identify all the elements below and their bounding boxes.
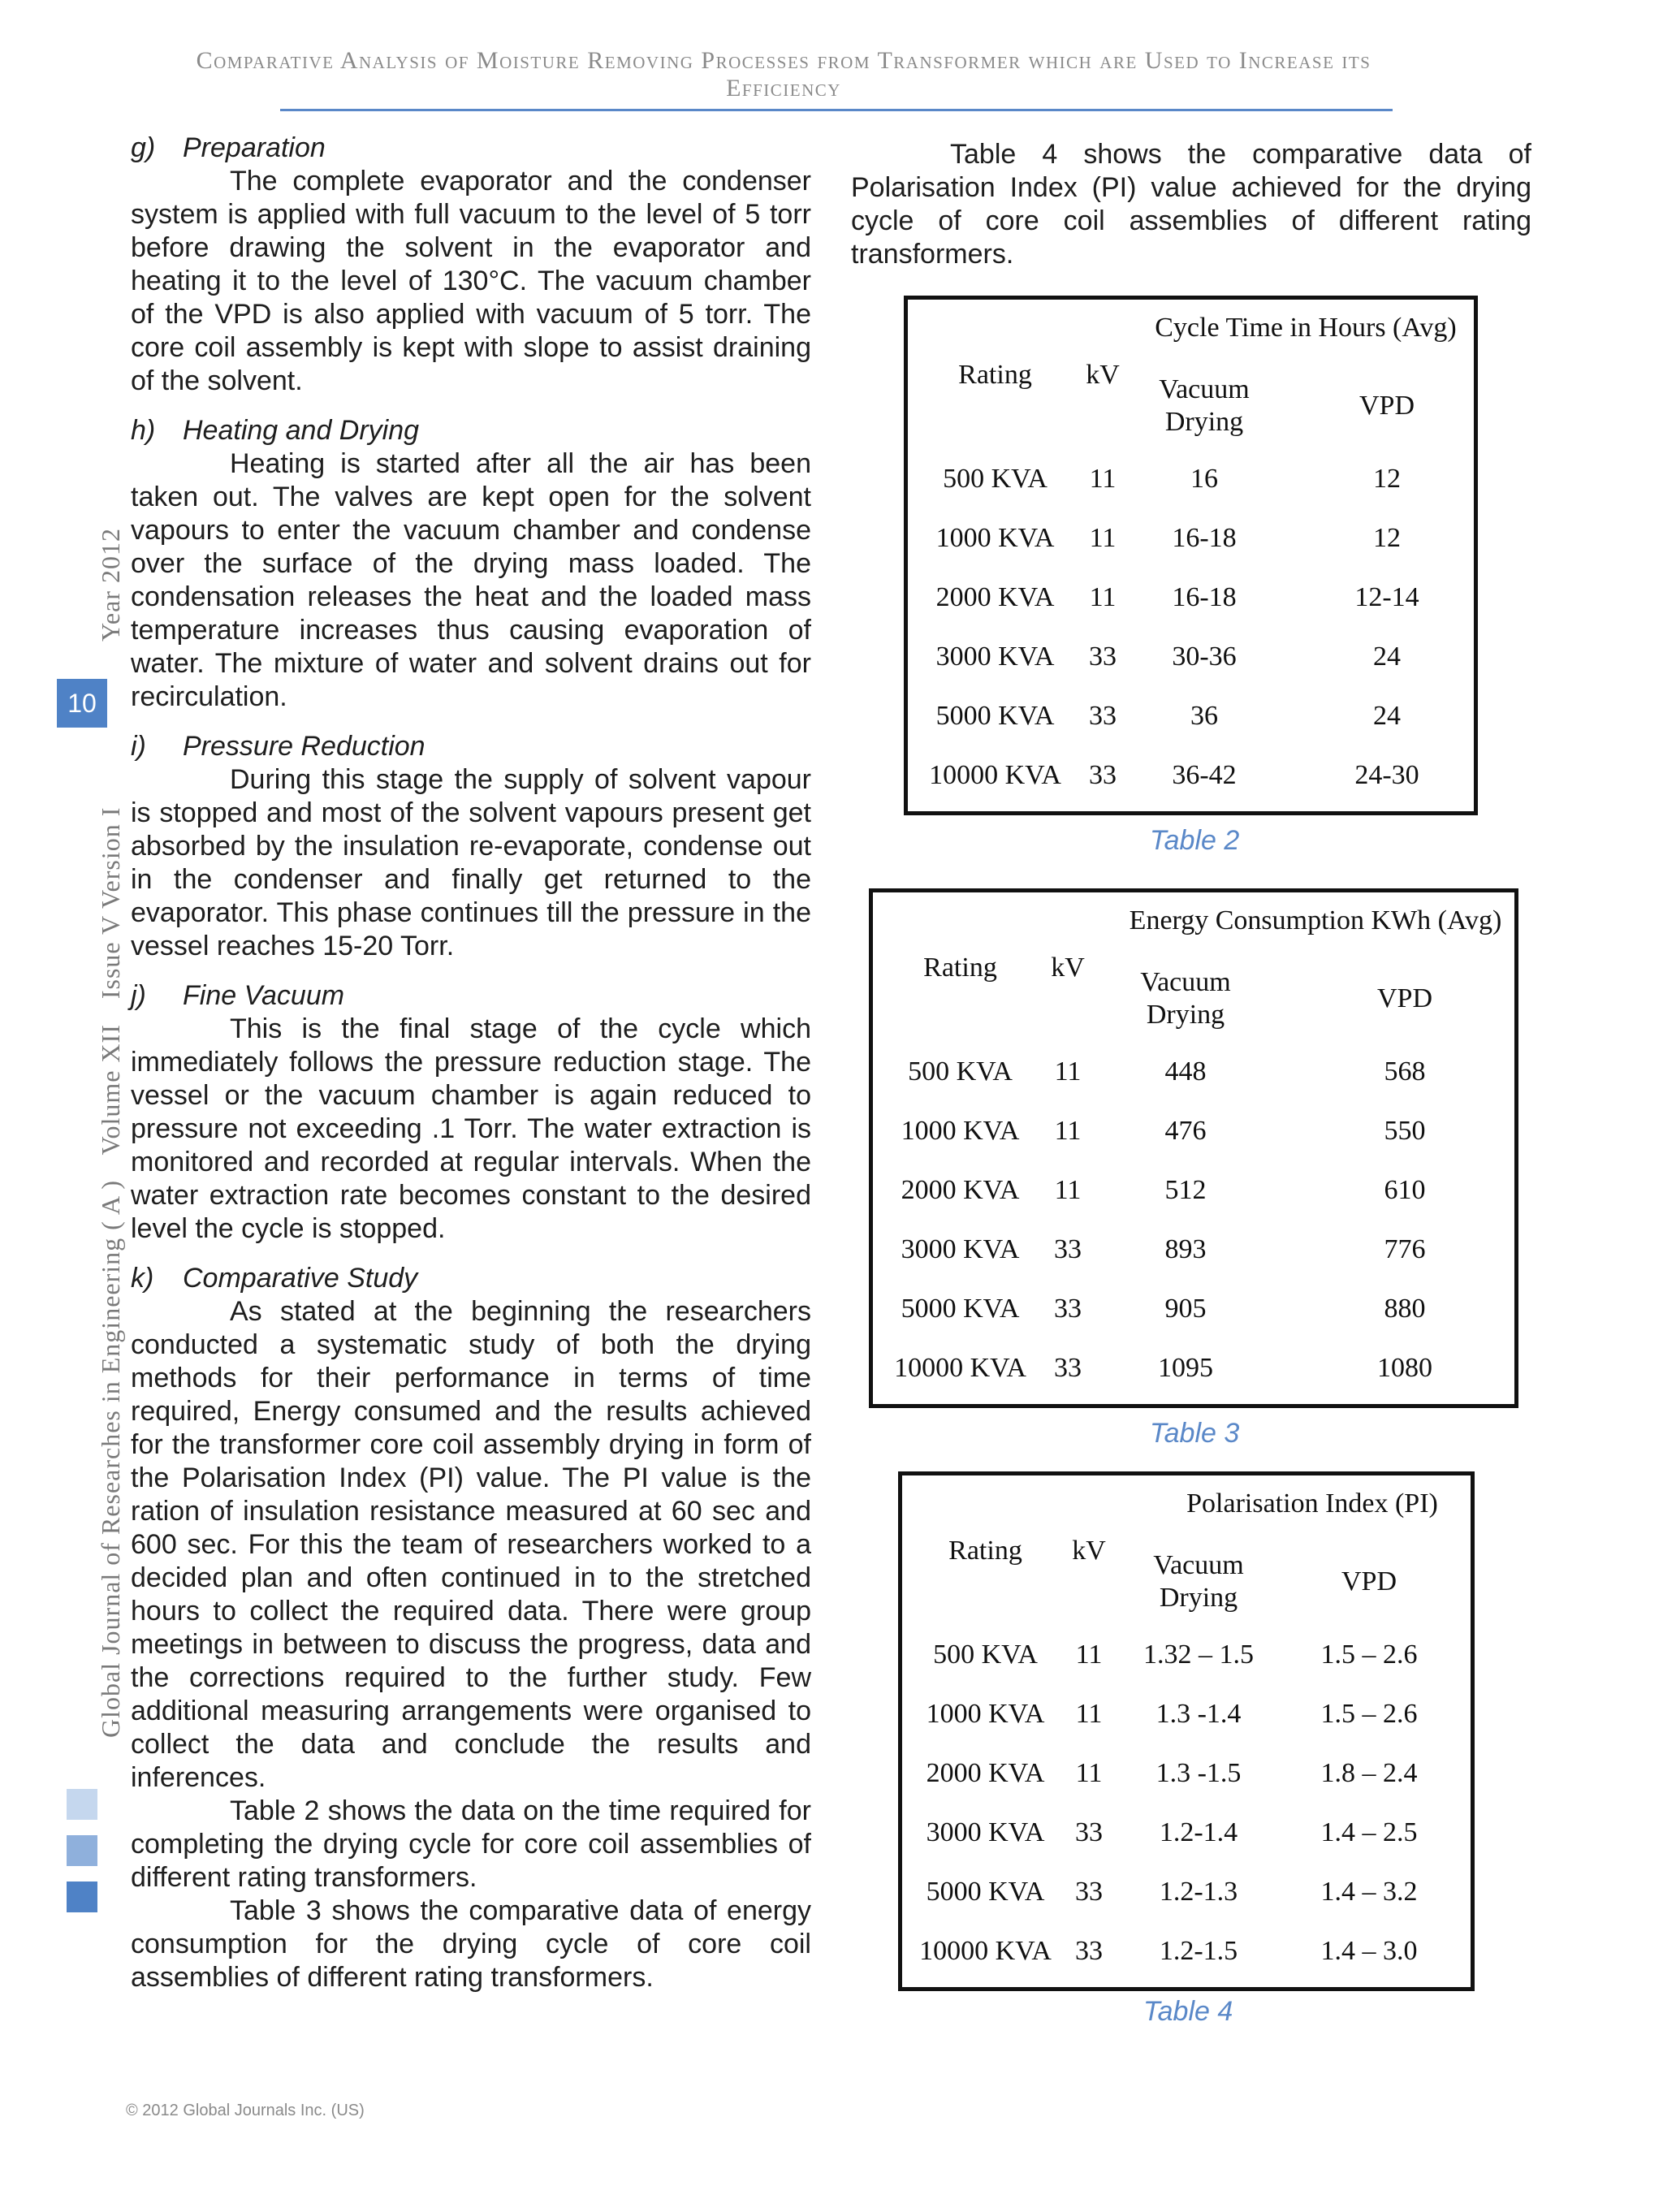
sidebar-journal: Global Journal of Researches in Engineering ( A )	[96, 1179, 125, 1738]
table-cell-vacuum-drying: 16	[1190, 464, 1218, 494]
table-3	[869, 888, 1518, 1408]
section-j-text: This is the final stage of the cycle which immediately follows the pressure reduction stage. The vessel or the vacuum chamber is again reduced to pressure not exceeding .1 Torr. The water extraction is monitored and recorded at regular intervals. When the water extraction rate becomes constant to the desired level the cycle is stopped.	[131, 1013, 811, 1244]
section-h-text: Heating is started after all the air has been taken out. The valves are kept open for the solvent vapours to enter the vacuum chamber and condense over the surface of the drying mass loaded. The condensation releases the heat and the loaded mass temperature increases thus causing evaporation of water. The mixture of water and solvent drains out for recirculation.	[131, 448, 811, 712]
table-cell-vpd: 1.4 – 3.0	[1320, 1936, 1418, 1966]
section-i-heading: i) Pressure Reduction	[131, 731, 425, 762]
table-cell-vacuum-drying: 512	[1164, 1175, 1207, 1205]
table-cell-vacuum-drying: 36	[1190, 701, 1218, 731]
table-cell-rating: 3000 KVA	[901, 1234, 1020, 1264]
table-cell-vacuum-drying: 30-36	[1172, 642, 1237, 672]
table-cell-kv: 33	[1089, 701, 1117, 731]
section-k-text: As stated at the beginning the researchers conducted a systematic study of both the drying methods for their performance in terms of time required, Energy consumed and the results achieved for the transformer core coil assembly drying in form of the Polarisation Index (PI) value. The PI value is the ration of insulation resistance measured at 60 sec and 600 sec. For this the team of researchers worked to a decided plan and often continued in to the stretched hours to collect the required data. There were group meetings in between to discuss the progress, data and the corrections required to the further study. Few additional measuring arrangements were organised to collect the data and conclude the results and inferences.	[131, 1296, 811, 1793]
table-cell-rating: 500 KVA	[908, 1056, 1013, 1087]
column-header-vacuum: Vacuum	[1159, 374, 1250, 404]
section-k-text-2: Table 2 shows the data on the time required for completing the drying cycle for core coil assemblies of different rating transformers.	[131, 1795, 811, 1893]
column-header-kv: kV	[1051, 953, 1085, 983]
decor-square-light	[67, 1789, 97, 1820]
section-g-heading: g) Preparation	[131, 132, 326, 163]
table-cell-rating: 2000 KVA	[926, 1758, 1045, 1788]
table-group-header: Energy Consumption KWh (Avg)	[1129, 905, 1502, 935]
table-4	[898, 1471, 1475, 1991]
table-cell-kv: 33	[1054, 1234, 1082, 1264]
table-cell-vpd: 610	[1384, 1175, 1426, 1205]
table-cell-rating: 3000 KVA	[935, 642, 1055, 672]
table-cell-rating: 2000 KVA	[935, 582, 1055, 612]
left-column	[131, 132, 811, 1994]
table-cell-vpd: 1.4 – 2.5	[1320, 1817, 1418, 1847]
table-cell-rating: 2000 KVA	[901, 1175, 1020, 1205]
column-header-drying: Drying	[1164, 407, 1244, 437]
table-cell-vpd: 1.5 – 2.6	[1320, 1640, 1418, 1670]
table-4-caption: Table 4	[1143, 1996, 1233, 2027]
table-cell-vacuum-drying: 1095	[1158, 1353, 1213, 1383]
right-column-intro: Table 4 shows the comparative data of Polarisation Index (PI) value achieved for the drying cycle of core coil assemblies of different rating transformers.	[851, 139, 1531, 270]
table-cell-vacuum-drying: 1.32 – 1.5	[1143, 1640, 1254, 1670]
table-cell-rating: 500 KVA	[933, 1640, 1038, 1670]
table-3-caption: Table 3	[1150, 1418, 1240, 1449]
table-cell-rating: 10000 KVA	[919, 1936, 1052, 1966]
table-cell-vpd: 1080	[1377, 1353, 1432, 1383]
column-header-vpd: VPD	[1376, 983, 1433, 1013]
table-cell-vacuum-drying: 1.3 -1.4	[1155, 1699, 1242, 1729]
table-cell-kv: 33	[1075, 1817, 1103, 1847]
table-cell-rating: 1000 KVA	[926, 1699, 1045, 1729]
table-cell-vpd: 24	[1373, 701, 1401, 731]
table-cell-kv: 11	[1089, 523, 1117, 553]
sidebar-issue: Issue V Version I	[96, 806, 125, 1000]
column-header-vacuum: Vacuum	[1140, 967, 1231, 997]
table-2	[904, 296, 1478, 815]
journal-sidebar-year	[96, 0, 126, 642]
page-number: 10	[57, 679, 107, 728]
table-cell-vacuum-drying: 36-42	[1172, 760, 1237, 790]
column-header-rating: Rating	[948, 1536, 1022, 1566]
table-cell-rating: 500 KVA	[943, 464, 1047, 494]
table-cell-vpd: 880	[1384, 1294, 1426, 1324]
table-cell-kv: 11	[1054, 1056, 1082, 1087]
table-cell-vpd: 24-30	[1354, 760, 1419, 790]
table-cell-rating: 5000 KVA	[901, 1294, 1020, 1324]
column-header-rating: Rating	[923, 953, 997, 983]
table-cell-vacuum-drying: 1.2-1.5	[1159, 1936, 1238, 1966]
table-cell-kv: 11	[1075, 1699, 1103, 1729]
table-cell-rating: 10000 KVA	[894, 1353, 1026, 1383]
table-cell-vpd: 1.4 – 3.2	[1320, 1877, 1418, 1907]
footer-copyright: © 2012 Global Journals Inc. (US)	[126, 2102, 365, 2119]
column-header-rating: Rating	[958, 360, 1032, 390]
column-header-kv: kV	[1072, 1536, 1106, 1566]
table-cell-kv: 11	[1075, 1758, 1103, 1788]
header-title-line2: Efficiency	[726, 75, 841, 102]
table-cell-vpd: 568	[1384, 1056, 1426, 1087]
section-i-text: During this stage the supply of solvent vapour is stopped and most of the solvent vapours present get absorbed by the insulation re-evaporate, condense out in the condenser and finally get returned to the evaporator. This phase continues till the pressure in the vessel reaches 15-20 Torr.	[131, 764, 811, 961]
table-cell-kv: 33	[1089, 642, 1117, 672]
table-cell-rating: 10000 KVA	[929, 760, 1061, 790]
sidebar-year: Year 2012	[96, 528, 125, 642]
table-cell-vacuum-drying: 905	[1164, 1294, 1207, 1324]
section-h-heading: h) Heating and Drying	[131, 415, 420, 446]
table-cell-vacuum-drying: 1.2-1.4	[1159, 1817, 1238, 1847]
table-cell-rating: 3000 KVA	[926, 1817, 1045, 1847]
table-cell-vacuum-drying: 1.3 -1.5	[1155, 1758, 1242, 1788]
column-header-drying: Drying	[1159, 1583, 1238, 1613]
table-cell-kv: 33	[1075, 1877, 1103, 1907]
column-header-vpd: VPD	[1341, 1566, 1397, 1596]
table-cell-vpd: 1.8 – 2.4	[1320, 1758, 1418, 1788]
table-cell-vpd: 12	[1373, 523, 1401, 553]
table-cell-kv: 33	[1054, 1353, 1082, 1383]
table-cell-kv: 33	[1075, 1936, 1103, 1966]
header-divider	[280, 109, 1393, 111]
header-title-line1: Comparative Analysis of Moisture Removing Processes from Transformer which are Used to Increase its	[196, 47, 1371, 74]
table-cell-vacuum-drying: 476	[1164, 1116, 1207, 1146]
table-cell-rating: 5000 KVA	[935, 701, 1055, 731]
section-j-heading: j) Fine Vacuum	[131, 980, 345, 1011]
table-group-header: Cycle Time in Hours (Avg)	[1155, 313, 1457, 343]
table-cell-vpd: 24	[1373, 642, 1401, 672]
decor-square-mid	[67, 1835, 97, 1866]
column-header-kv: kV	[1086, 360, 1120, 390]
running-header	[154, 47, 1413, 102]
table-cell-kv: 11	[1089, 582, 1117, 612]
table-cell-vpd: 550	[1384, 1116, 1426, 1146]
sidebar-volume: Volume XII	[96, 1024, 125, 1156]
table-cell-kv: 33	[1054, 1294, 1082, 1324]
table-cell-vacuum-drying: 448	[1164, 1056, 1207, 1087]
table-cell-vpd: 12	[1373, 464, 1401, 494]
table-cell-vacuum-drying: 893	[1164, 1234, 1207, 1264]
section-k-heading: k) Comparative Study	[131, 1263, 418, 1294]
table-cell-rating: 5000 KVA	[926, 1877, 1045, 1907]
table-cell-kv: 11	[1089, 464, 1117, 494]
table-cell-kv: 11	[1054, 1175, 1082, 1205]
column-header-vacuum: Vacuum	[1153, 1550, 1244, 1580]
column-header-vpd: VPD	[1358, 391, 1415, 421]
section-g-text: The complete evaporator and the condenser system is applied with full vacuum to the level of 5 torr before drawing the solvent in the evaporator and heating it to the level of 130°C. The vacuum chamber of the VPD is also applied with vacuum of 5 torr. The core coil assembly is kept with slope to assist draining of the solvent.	[131, 166, 811, 396]
decor-square-dark	[67, 1881, 97, 1912]
column-header-drying: Drying	[1146, 1000, 1225, 1030]
table-group-header: Polarisation Index (PI)	[1186, 1488, 1438, 1519]
table-cell-vpd: 776	[1384, 1234, 1426, 1264]
table-cell-rating: 1000 KVA	[935, 523, 1055, 553]
table-cell-rating: 1000 KVA	[901, 1116, 1020, 1146]
table-cell-kv: 11	[1075, 1640, 1103, 1670]
table-cell-kv: 11	[1054, 1116, 1082, 1146]
table-2-caption: Table 2	[1150, 825, 1240, 856]
section-k-text-3: Table 3 shows the comparative data of energy consumption for the drying cycle of core coil assemblies of different rating transformers.	[131, 1895, 811, 1993]
table-cell-vacuum-drying: 16-18	[1172, 582, 1237, 612]
table-cell-vpd: 1.5 – 2.6	[1320, 1699, 1418, 1729]
table-cell-vpd: 12-14	[1354, 582, 1419, 612]
table-cell-vacuum-drying: 16-18	[1172, 523, 1237, 553]
table-cell-kv: 33	[1089, 760, 1117, 790]
table-cell-vacuum-drying: 1.2-1.3	[1159, 1877, 1238, 1907]
